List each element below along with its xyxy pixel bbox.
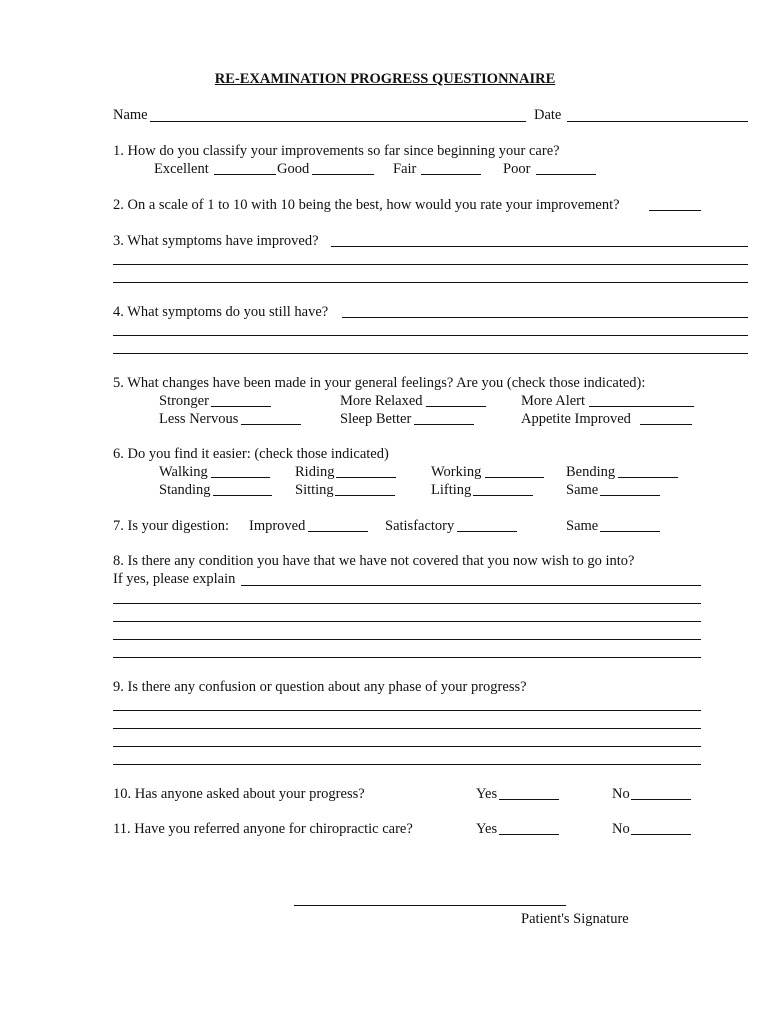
q5-appetite-improved-blank[interactable] — [640, 424, 692, 425]
q8-answer-line-1[interactable] — [241, 585, 701, 586]
q1-option-good: Good — [277, 161, 310, 177]
q6-same-blank[interactable] — [600, 495, 660, 496]
q9-answer-line-4[interactable] — [113, 764, 701, 765]
page-title: RE-EXAMINATION PROGRESS QUESTIONNAIRE — [214, 71, 556, 87]
q3-answer-line-1[interactable] — [331, 246, 748, 247]
q8-answer-line-4[interactable] — [113, 639, 701, 640]
q6-option-lifting: Lifting — [431, 482, 472, 498]
signature-label: Patient's Signature — [521, 911, 629, 927]
q8-answer-line-5[interactable] — [113, 657, 701, 658]
q8-answer-line-2[interactable] — [113, 603, 701, 604]
q7-question: 7. Is your digestion: — [113, 518, 229, 534]
q6-option-sitting: Sitting — [295, 482, 334, 498]
q11-no-blank[interactable] — [631, 834, 691, 835]
q5-option-sleep-better: Sleep Better — [340, 411, 412, 427]
q9-answer-line-2[interactable] — [113, 728, 701, 729]
q2-rating-blank[interactable] — [649, 210, 701, 211]
q11-option-yes: Yes — [476, 821, 498, 837]
q1-option-fair: Fair — [393, 161, 417, 177]
q1-poor-blank[interactable] — [536, 174, 596, 175]
q10-question: 10. Has anyone asked about your progress? — [113, 786, 365, 802]
name-label: Name — [113, 107, 148, 123]
q4-answer-line-1[interactable] — [342, 317, 748, 318]
q1-excellent-blank[interactable] — [214, 174, 276, 175]
q10-option-yes: Yes — [476, 786, 498, 802]
q6-walking-blank[interactable] — [211, 477, 270, 478]
name-field[interactable] — [150, 121, 526, 122]
q1-question: 1. How do you classify your improvements so far since beginning your care? — [113, 143, 560, 159]
q6-question: 6. Do you find it easier: (check those indicated) — [113, 446, 389, 462]
signature-line[interactable] — [294, 905, 566, 906]
q6-option-working: Working — [431, 464, 482, 480]
q11-question: 11. Have you referred anyone for chiropractic care? — [113, 821, 413, 837]
q8-answer-line-3[interactable] — [113, 621, 701, 622]
q4-question: 4. What symptoms do you still have? — [113, 304, 329, 320]
date-field[interactable] — [567, 121, 748, 122]
q9-answer-line-1[interactable] — [113, 710, 701, 711]
q5-option-appetite-improved: Appetite Improved — [521, 411, 631, 427]
q4-answer-line-3[interactable] — [113, 353, 748, 354]
q5-more-alert-blank[interactable] — [589, 406, 694, 407]
q6-working-blank[interactable] — [485, 477, 544, 478]
q1-option-poor: Poor — [503, 161, 531, 177]
q1-fair-blank[interactable] — [421, 174, 481, 175]
q8-question: 8. Is there any condition you have that we have not covered that you now wish to go into? — [113, 553, 635, 569]
q7-same-blank[interactable] — [600, 531, 660, 532]
q10-yes-blank[interactable] — [499, 799, 559, 800]
q5-option-stronger: Stronger — [159, 393, 209, 409]
q8-followup: If yes, please explain — [113, 571, 236, 587]
q5-sleep-better-blank[interactable] — [414, 424, 474, 425]
q6-option-same: Same — [566, 482, 599, 498]
q7-option-satisfactory: Satisfactory — [385, 518, 455, 534]
q10-no-blank[interactable] — [631, 799, 691, 800]
q5-option-more-alert: More Alert — [521, 393, 586, 409]
q5-stronger-blank[interactable] — [211, 406, 271, 407]
q4-answer-line-2[interactable] — [113, 335, 748, 336]
q6-bending-blank[interactable] — [618, 477, 678, 478]
q11-option-no: No — [612, 821, 630, 837]
q5-question: 5. What changes have been made in your general feelings? Are you (check those indicated): — [113, 375, 646, 391]
q5-option-less-nervous: Less Nervous — [159, 411, 239, 427]
q6-riding-blank[interactable] — [336, 477, 396, 478]
q10-option-no: No — [612, 786, 630, 802]
q9-answer-line-3[interactable] — [113, 746, 701, 747]
q7-option-same: Same — [566, 518, 599, 534]
date-label: Date — [534, 107, 562, 123]
q6-option-bending: Bending — [566, 464, 616, 480]
q6-standing-blank[interactable] — [213, 495, 272, 496]
q7-improved-blank[interactable] — [308, 531, 368, 532]
q3-question: 3. What symptoms have improved? — [113, 233, 319, 249]
q5-less-nervous-blank[interactable] — [241, 424, 301, 425]
q5-more-relaxed-blank[interactable] — [426, 406, 486, 407]
q6-option-riding: Riding — [295, 464, 335, 480]
q11-yes-blank[interactable] — [499, 834, 559, 835]
q6-option-walking: Walking — [159, 464, 208, 480]
q7-satisfactory-blank[interactable] — [457, 531, 517, 532]
q6-sitting-blank[interactable] — [335, 495, 395, 496]
q2-question: 2. On a scale of 1 to 10 with 10 being the best, how would you rate your improvement? — [113, 197, 620, 213]
q6-option-standing: Standing — [159, 482, 211, 498]
q1-option-excellent: Excellent — [154, 161, 209, 177]
q9-question: 9. Is there any confusion or question about any phase of your progress? — [113, 679, 527, 695]
q1-good-blank[interactable] — [312, 174, 374, 175]
q7-option-improved: Improved — [249, 518, 306, 534]
q5-option-more-relaxed: More Relaxed — [340, 393, 423, 409]
q3-answer-line-3[interactable] — [113, 282, 748, 283]
q6-lifting-blank[interactable] — [473, 495, 533, 496]
q3-answer-line-2[interactable] — [113, 264, 748, 265]
